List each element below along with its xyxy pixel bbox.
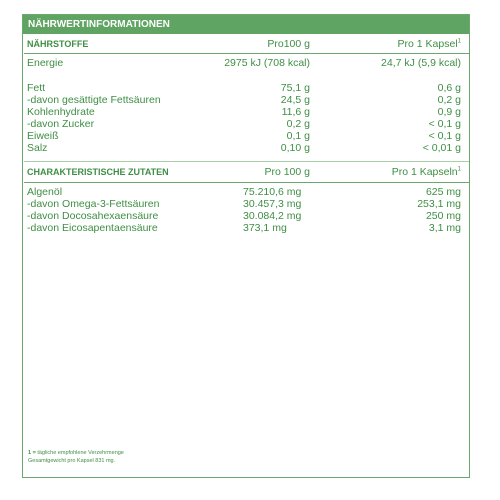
ingredient-per-capsule: 3,1 mg	[428, 222, 461, 234]
nutrient-per-100g: 11,6 g	[281, 106, 310, 118]
panel-title: NÄHRWERTINFORMATIONEN	[23, 15, 469, 34]
ingredient-row	[27, 222, 467, 235]
footnote-serving: 1 = tägliche empfohlene Verzehrmenge	[28, 450, 124, 456]
nutrient-label: Fett	[27, 82, 46, 94]
nutrient-per-capsule: < 0,1 g	[428, 118, 461, 130]
nutrients-header-row	[27, 38, 467, 51]
nutrient-label: -davon gesättigte Fettsäuren	[27, 94, 161, 106]
nutrient-per-capsule: < 0,01 g	[422, 142, 461, 154]
ingredient-per-capsule: 625 mg	[425, 186, 461, 198]
nutrient-per-100g: 0,2 g	[286, 118, 310, 130]
ingredient-per-capsule: 253,1 mg	[417, 198, 461, 210]
divider	[24, 161, 469, 162]
ingredients-header-row	[27, 166, 467, 179]
nutrients-header-col3: Pro 1 Kapsel$^1$	[397, 38, 461, 50]
ingredient-per-capsule: 250 mg	[425, 210, 461, 222]
divider	[24, 182, 469, 183]
footnote-capsule-weight: Gesamtgewicht pro Kapsel 831 mg.	[28, 458, 116, 464]
nutrient-per-capsule: 0,2 g	[437, 94, 461, 106]
energy-label: Energie	[27, 57, 64, 69]
energy-per-100g: 2975 kJ (708 kcal)	[224, 57, 310, 69]
energy-row	[27, 57, 467, 70]
nutrient-per-100g: 75,1 g	[280, 82, 310, 94]
divider	[24, 53, 469, 54]
ingredient-label: -davon Omega-3-Fettsäuren	[27, 198, 160, 210]
energy-per-capsule: 24,7 kJ (5,9 kcal)	[381, 57, 461, 69]
nutrient-row	[27, 142, 467, 155]
nutrient-per-100g: 24,5 g	[280, 94, 310, 106]
ingredients-header-col2: Pro 100 g	[264, 166, 310, 178]
nutrition-panel	[22, 14, 470, 478]
ingredient-per-100g: 373,1 mg	[243, 222, 287, 234]
ingredient-label: Algenöl	[27, 186, 63, 198]
nutrients-header-label: NÄHRSTOFFE	[27, 39, 89, 49]
ingredient-per-100g: 30.457,3 mg	[243, 198, 302, 210]
nutrients-header-col2: Pro100 g	[267, 38, 310, 50]
ingredient-label: -davon Eicosapentaensäure	[27, 222, 158, 234]
ingredient-per-100g: 75.210,6 mg	[243, 186, 302, 198]
nutrient-label: -davon Zucker	[27, 118, 95, 130]
ingredients-header-label: CHARAKTERISTISCHE ZUTATEN	[27, 167, 169, 177]
nutrient-label: Kohlenhydrate	[27, 106, 95, 118]
nutrient-label: Eiweiß	[27, 130, 59, 142]
nutrient-label: Salz	[27, 142, 48, 154]
nutrient-per-capsule: < 0,1 g	[428, 130, 461, 142]
nutrient-per-100g: 0,10 g	[280, 142, 310, 154]
ingredient-per-100g: 30.084,2 mg	[243, 210, 302, 222]
ingredients-header-col3: Pro 1 Kapseln$^1$	[391, 166, 461, 178]
ingredient-label: -davon Docosahexaensäure	[27, 210, 159, 222]
nutrient-per-capsule: 0,6 g	[437, 82, 461, 94]
nutrient-per-capsule: 0,9 g	[437, 106, 461, 118]
nutrient-per-100g: 0,1 g	[286, 130, 310, 142]
